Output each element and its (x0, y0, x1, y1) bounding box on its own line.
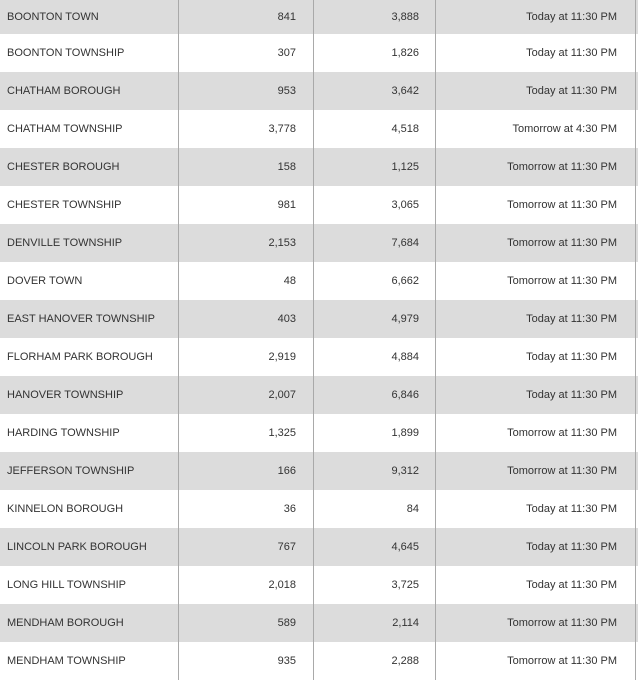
estimated-restoration-cell: Tomorrow at 11:30 PM (436, 604, 636, 642)
customers-out-cell: 589 (179, 604, 314, 642)
table-row (0, 338, 638, 376)
customers-out-cell: 36 (179, 490, 314, 528)
town-name-cell: FLORHAM PARK BOROUGH (0, 338, 179, 376)
town-name-cell: MENDHAM TOWNSHIP (0, 642, 179, 680)
town-name-cell: CHATHAM TOWNSHIP (0, 110, 179, 148)
table-row (0, 72, 638, 110)
estimated-restoration-cell: Today at 11:30 PM (436, 490, 636, 528)
customers-served-cell: 1,826 (314, 34, 436, 72)
town-name-cell: HANOVER TOWNSHIP (0, 376, 179, 414)
customers-out-cell: 935 (179, 642, 314, 680)
customers-served-cell: 3,725 (314, 566, 436, 604)
customers-out-cell: 2,007 (179, 376, 314, 414)
customers-out-cell: 981 (179, 186, 314, 224)
table-row (0, 186, 638, 224)
customers-out-cell: 166 (179, 452, 314, 490)
customers-out-cell: 48 (179, 262, 314, 300)
customers-served-cell: 84 (314, 490, 436, 528)
customers-out-cell: 841 (179, 0, 314, 34)
town-name-cell: DENVILLE TOWNSHIP (0, 224, 179, 262)
town-name-cell: CHATHAM BOROUGH (0, 72, 179, 110)
table-row (0, 642, 638, 680)
town-name-cell: KINNELON BOROUGH (0, 490, 179, 528)
table-row (0, 528, 638, 566)
table-row (0, 34, 638, 72)
customers-served-cell: 1,899 (314, 414, 436, 452)
estimated-restoration-cell: Today at 11:30 PM (436, 0, 636, 34)
customers-served-cell: 3,888 (314, 0, 436, 34)
customers-served-cell: 4,645 (314, 528, 436, 566)
table-row (0, 110, 638, 148)
town-name-cell: CHESTER BOROUGH (0, 148, 179, 186)
town-name-cell: HARDING TOWNSHIP (0, 414, 179, 452)
estimated-restoration-cell: Today at 11:30 PM (436, 566, 636, 604)
town-name-cell: EAST HANOVER TOWNSHIP (0, 300, 179, 338)
customers-served-cell: 3,642 (314, 72, 436, 110)
customers-out-cell: 1,325 (179, 414, 314, 452)
customers-served-cell: 6,846 (314, 376, 436, 414)
customers-served-cell: 7,684 (314, 224, 436, 262)
estimated-restoration-cell: Today at 11:30 PM (436, 338, 636, 376)
table-row (0, 0, 638, 34)
estimated-restoration-cell: Tomorrow at 11:30 PM (436, 148, 636, 186)
estimated-restoration-cell: Tomorrow at 11:30 PM (436, 262, 636, 300)
customers-served-cell: 2,288 (314, 642, 436, 680)
estimated-restoration-cell: Tomorrow at 11:30 PM (436, 452, 636, 490)
town-name-cell: BOONTON TOWN (0, 0, 179, 34)
town-name-cell: BOONTON TOWNSHIP (0, 34, 179, 72)
customers-out-cell: 158 (179, 148, 314, 186)
estimated-restoration-cell: Tomorrow at 11:30 PM (436, 186, 636, 224)
town-name-cell: LONG HILL TOWNSHIP (0, 566, 179, 604)
customers-served-cell: 4,518 (314, 110, 436, 148)
estimated-restoration-cell: Tomorrow at 11:30 PM (436, 642, 636, 680)
customers-served-cell: 2,114 (314, 604, 436, 642)
customers-out-cell: 307 (179, 34, 314, 72)
estimated-restoration-cell: Today at 11:30 PM (436, 300, 636, 338)
estimated-restoration-cell: Tomorrow at 11:30 PM (436, 414, 636, 452)
customers-out-cell: 403 (179, 300, 314, 338)
customers-served-cell: 3,065 (314, 186, 436, 224)
table-row (0, 262, 638, 300)
table-row (0, 490, 638, 528)
table-row (0, 148, 638, 186)
table-row (0, 300, 638, 338)
customers-out-cell: 2,153 (179, 224, 314, 262)
table-row (0, 604, 638, 642)
estimated-restoration-cell: Today at 11:30 PM (436, 34, 636, 72)
customers-out-cell: 2,018 (179, 566, 314, 604)
town-name-cell: LINCOLN PARK BOROUGH (0, 528, 179, 566)
table-row (0, 414, 638, 452)
estimated-restoration-cell: Tomorrow at 4:30 PM (436, 110, 636, 148)
table-row (0, 566, 638, 604)
town-name-cell: MENDHAM BOROUGH (0, 604, 179, 642)
customers-served-cell: 6,662 (314, 262, 436, 300)
estimated-restoration-cell: Tomorrow at 11:30 PM (436, 224, 636, 262)
table-row (0, 452, 638, 490)
customers-out-cell: 767 (179, 528, 314, 566)
town-name-cell: DOVER TOWN (0, 262, 179, 300)
customers-out-cell: 3,778 (179, 110, 314, 148)
town-name-cell: CHESTER TOWNSHIP (0, 186, 179, 224)
customers-served-cell: 9,312 (314, 452, 436, 490)
customers-out-cell: 953 (179, 72, 314, 110)
customers-served-cell: 4,884 (314, 338, 436, 376)
customers-served-cell: 1,125 (314, 148, 436, 186)
table-row (0, 376, 638, 414)
customers-served-cell: 4,979 (314, 300, 436, 338)
town-name-cell: JEFFERSON TOWNSHIP (0, 452, 179, 490)
customers-out-cell: 2,919 (179, 338, 314, 376)
estimated-restoration-cell: Today at 11:30 PM (436, 528, 636, 566)
estimated-restoration-cell: Today at 11:30 PM (436, 72, 636, 110)
table-row (0, 224, 638, 262)
estimated-restoration-cell: Today at 11:30 PM (436, 376, 636, 414)
